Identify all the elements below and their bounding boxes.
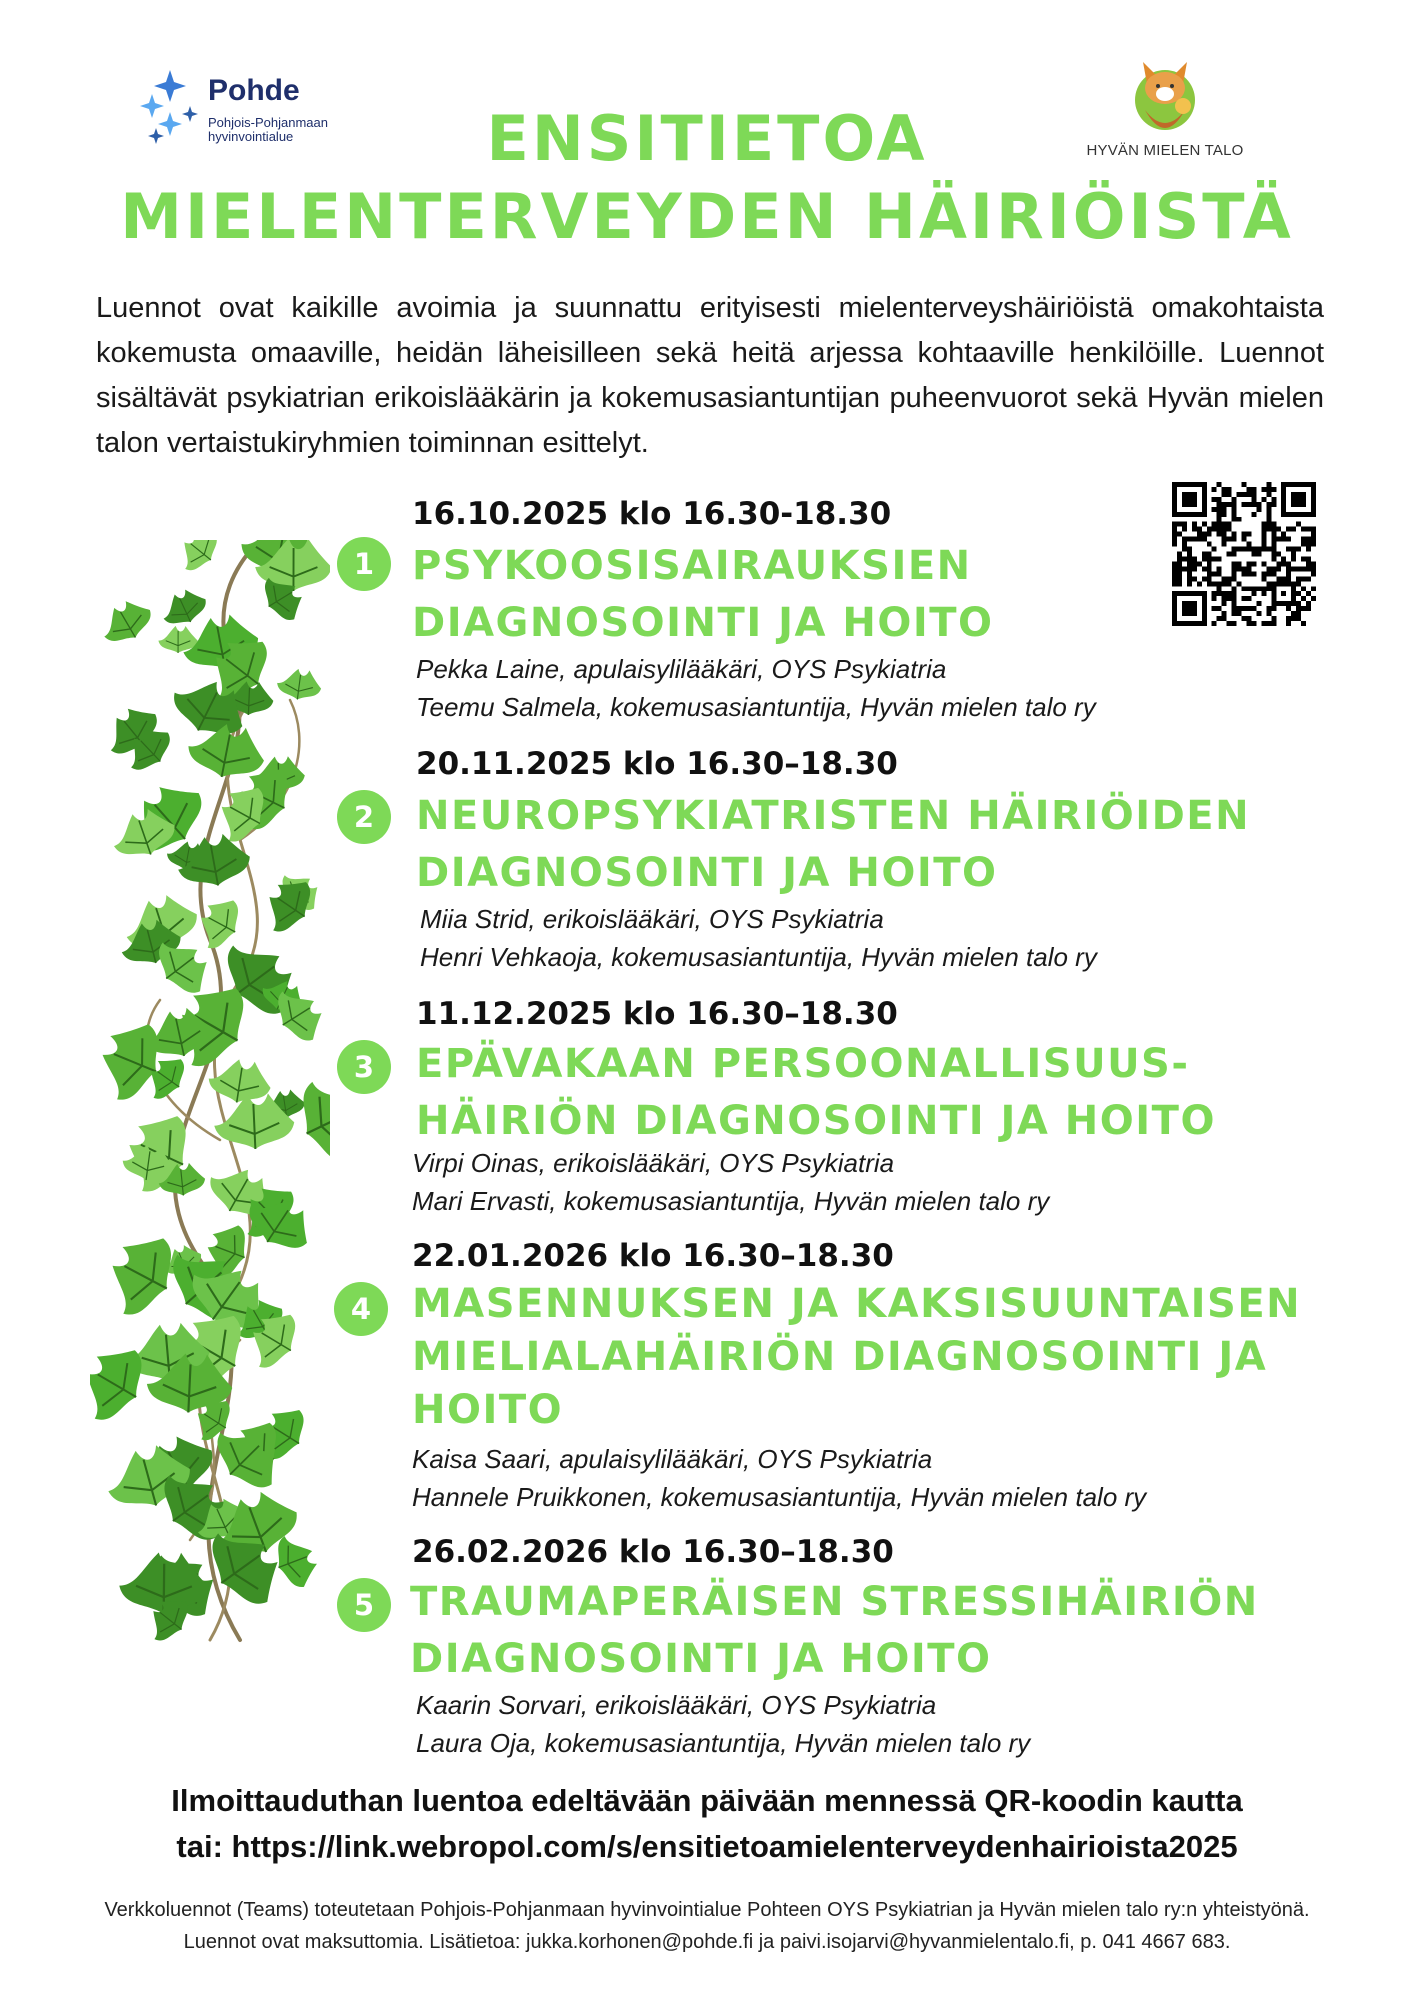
lecture-3-speakers xyxy=(412,1144,1049,1220)
signup-link[interactable]: tai: https://link.webropol.com/s/ensitietoamielenterveydenhairioista2025 xyxy=(176,1829,1238,1864)
lecture-4-speaker-1: Kaisa Saari, apulaisylilääkäri, OYS Psykiatria xyxy=(412,1444,933,1474)
lecture-5-number-badge: 5 xyxy=(337,1578,391,1632)
page-title-line2: MIELENTERVEYDEN HÄIRIÖISTÄ xyxy=(120,180,1294,253)
lecture-4-speaker-2: Hannele Pruikkonen, kokemusasiantuntija, Hyvän mielen talo ry xyxy=(412,1482,1147,1512)
footer-line1: Verkkoluennot (Teams) toteutetaan Pohjois-Pohjanmaan hyvinvointialue Pohteen OYS Psykiatrian ja Hyvän mielen talo ry:n yhteistyönä. xyxy=(104,1899,1310,1921)
pohde-sub-line2: hyvinvointialue xyxy=(208,129,294,144)
lecture-4-speakers xyxy=(412,1440,1146,1516)
lecture-3-date: 11.12.2025 klo 16.30–18.30 xyxy=(416,996,898,1032)
lecture-3-speaker-2: Mari Ervasti, kokemusasiantuntija, Hyvän mielen talo ry xyxy=(412,1186,1050,1216)
lecture-1-speakers xyxy=(416,650,1096,726)
lecture-1-speaker-2: Teemu Salmela, kokemusasiantuntija, Hyvän mielen talo ry xyxy=(416,692,1096,722)
lecture-3-title-line1: EPÄVAKAAN PERSOONALLISUUS- xyxy=(416,1041,1190,1087)
lecture-1-title xyxy=(412,538,994,652)
lecture-1-date: 16.10.2025 klo 16.30-18.30 xyxy=(412,496,892,532)
lecture-3-title xyxy=(416,1036,1216,1150)
page-title-line1: ENSITIETOA xyxy=(486,102,928,175)
lecture-4-title-line3: HOITO xyxy=(412,1387,564,1433)
pohde-sub-line1: Pohjois-Pohjanmaan xyxy=(208,115,328,130)
lecture-1-title-line2: DIAGNOSOINTI JA HOITO xyxy=(412,600,994,646)
lecture-5-title-line1: TRAUMAPERÄISEN STRESSIHÄIRIÖN xyxy=(410,1579,1259,1625)
footer-note xyxy=(0,1894,1414,1958)
lecture-4-date: 22.01.2026 klo 16.30–18.30 xyxy=(412,1238,894,1274)
lecture-2-title-line2: DIAGNOSOINTI JA HOITO xyxy=(416,850,998,896)
qr-code-icon[interactable] xyxy=(1172,482,1316,626)
lecture-4-title-line2: MIELIALAHÄIRIÖN DIAGNOSOINTI JA xyxy=(412,1334,1268,1380)
lecture-5-title-line2: DIAGNOSOINTI JA HOITO xyxy=(410,1636,992,1682)
lecture-4-number-badge: 4 xyxy=(334,1282,388,1336)
lecture-1-speaker-1: Pekka Laine, apulaisylilääkäri, OYS Psykiatria xyxy=(416,654,947,684)
signup-instructions xyxy=(0,1778,1414,1870)
lecture-5-speaker-2: Laura Oja, kokemusasiantuntija, Hyvän mielen talo ry xyxy=(416,1728,1031,1758)
lecture-1-number-badge: 1 xyxy=(337,537,391,591)
lecture-2-speaker-1: Miia Strid, erikoislääkäri, OYS Psykiatria xyxy=(420,904,884,934)
hmt-label: HYVÄN MIELEN TALO xyxy=(1086,142,1244,159)
lecture-2-date: 20.11.2025 klo 16.30–18.30 xyxy=(416,746,898,782)
lecture-2-speakers xyxy=(420,900,1097,976)
lecture-5-speaker-1: Kaarin Sorvari, erikoislääkäri, OYS Psykiatria xyxy=(416,1690,937,1720)
intro-paragraph: Luennot ovat kaikille avoimia ja suunnattu erityisesti mielenterveyshäiriöistä omakohtaista kokemusta omaaville, heidän läheisilleen sekä heitä arjessa kohtaaville henkilöille. Luennot sisältävät psykiatrian erikoislääkärin ja kokemusasiantuntijan puheenvuorot sekä Hyvän mielen talon vertaistukiryhmien toiminnan esittelyt. xyxy=(96,292,1324,459)
lecture-4-title xyxy=(412,1278,1301,1437)
lecture-2-title xyxy=(416,788,1250,902)
lecture-3-title-line2: HÄIRIÖN DIAGNOSOINTI JA HOITO xyxy=(416,1098,1216,1144)
lecture-4-title-line1: MASENNUKSEN JA KAKSISUUNTAISEN xyxy=(412,1281,1302,1327)
lecture-2-number-badge: 2 xyxy=(337,790,391,844)
lecture-5-title xyxy=(410,1574,1259,1688)
pohde-name: Pohde xyxy=(208,74,300,107)
lecture-5-date: 26.02.2026 klo 16.30–18.30 xyxy=(412,1534,894,1570)
ivy-vine-decoration xyxy=(90,540,330,1670)
lecture-2-speaker-2: Henri Vehkaoja, kokemusasiantuntija, Hyvän mielen talo ry xyxy=(420,942,1097,972)
lecture-2-title-line1: NEUROPSYKIATRISTEN HÄIRIÖIDEN xyxy=(416,793,1251,839)
lecture-1-title-line1: PSYKOOSISAIRAUKSIEN xyxy=(412,543,972,589)
footer-line2: Luennot ovat maksuttomia. Lisätietoa: jukka.korhonen@pohde.fi ja paivi.isojarvi@hyvanmielentalo.fi, p. 041 4667 683. xyxy=(183,1931,1231,1953)
signup-line1: Ilmoittauduthan luentoa edeltävään päivään mennessä QR-koodin kautta xyxy=(171,1783,1243,1818)
lecture-5-speakers xyxy=(416,1686,1030,1762)
lecture-3-speaker-1: Virpi Oinas, erikoislääkäri, OYS Psykiatria xyxy=(412,1148,895,1178)
lecture-3-number-badge: 3 xyxy=(337,1040,391,1094)
